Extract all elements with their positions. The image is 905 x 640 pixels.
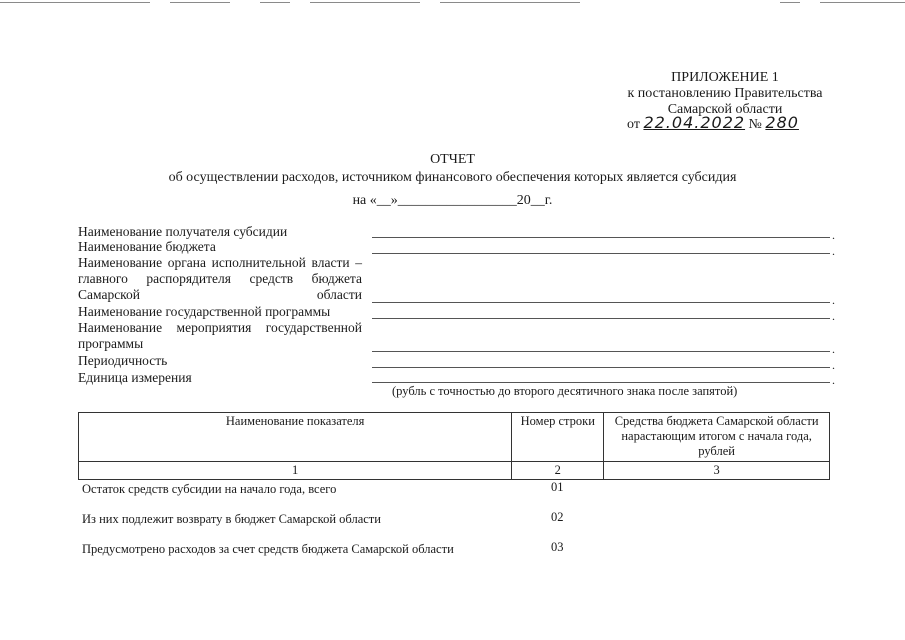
field-line-authority [372,301,830,303]
field-label-periodicity: Периодичность [78,353,168,368]
header-indicator-name: Наименование показателя [79,413,512,462]
table-column-numbers-row [79,462,830,480]
field-line-program [372,317,830,319]
field-label-budget: Наименование бюджета [78,239,216,254]
table-row-name: Остаток средств субсидии на начало года, всего [82,482,337,496]
number-sign: № [748,117,762,132]
date-prefix: от [627,117,640,132]
field-line-recipient [372,236,830,238]
field-label-program: Наименование государственной программы [78,304,331,319]
report-table [78,412,830,480]
appendix-date-line [627,113,799,133]
field-label-unit: Единица измерения [78,370,192,385]
field-line-unit [372,381,830,383]
units-note: (рубль с точностью до второго десятичного знака после запятой) [392,384,738,398]
handwritten-date: 22.04.2022 [643,113,746,132]
table-row-code: 03 [551,540,564,554]
scan-border-artifact [0,2,905,8]
handwritten-number: 280 [765,113,799,132]
field-line-program-activity [372,350,830,352]
appendix-decree-line: к постановлению Правительства [627,86,823,101]
field-label-authority: Наименование органа исполнительной власти – главного распорядителя средств бюджета Самарской области [78,255,362,302]
table-row-code: 01 [551,480,564,494]
col-number-1: 1 [79,462,512,480]
report-title: ОТЧЕТ [430,152,475,167]
report-date-line: на «__»_________________20__г. [352,193,553,208]
table-row-name: Из них подлежит возврату в бюджет Самарской области [82,512,381,526]
appendix-region-line: Самарской области [667,102,783,117]
table-header-row [79,413,830,462]
field-line-budget [372,252,830,254]
table-row-code: 02 [551,510,564,524]
col-number-2: 2 [512,462,604,480]
field-label-recipient: Наименование получателя субсидии [78,224,288,239]
table-row-name: Предусмотрено расходов за счет средств бюджета Самарской области [82,542,454,556]
field-line-periodicity [372,366,830,368]
header-budget-funds: Средства бюджета Самарской области нарастающим итогом с начала года, рублей [604,413,830,462]
field-label-program-activity: Наименование мероприятия государственной программы [78,320,362,351]
report-subtitle: об осуществлении расходов, источником финансового обеспечения которых является субсидия [168,170,737,185]
appendix-title: ПРИЛОЖЕНИЕ 1 [671,70,779,85]
col-number-3: 3 [604,462,830,480]
header-row-number: Номер строки [512,413,604,462]
